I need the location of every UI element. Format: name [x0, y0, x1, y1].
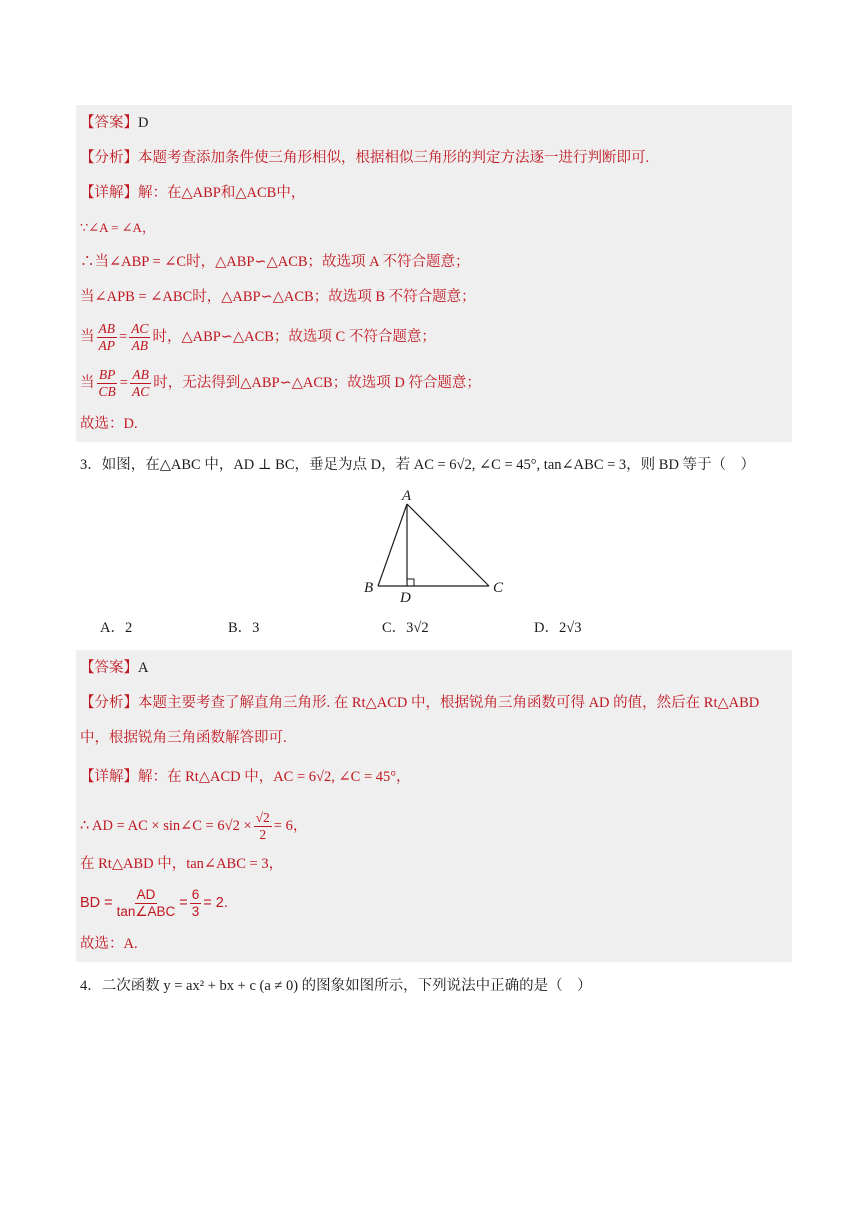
choice-c[interactable] [382, 618, 429, 638]
frac-denominator: CB [98, 384, 116, 400]
analysis-tag: 【分析】 [80, 150, 138, 166]
bd-prefix: BD = [80, 895, 113, 911]
frac-numerator: AB [132, 367, 149, 383]
option-c-suffix: 时，△ABP∽△ACB；故选项 C 不符合题意； [152, 329, 436, 345]
conclusion-line: 故选：A. [80, 936, 138, 952]
question-number: 3． [80, 457, 102, 473]
given-line: ∵∠A = ∠A， [80, 220, 155, 235]
analysis-line [80, 693, 759, 713]
analysis-text: 本题主要考查了解直角三角形. 在 Rt△ACD 中，根据锐角三角函数可得 AD 的值，然后在 Rt△ABD [138, 695, 760, 711]
frac-numerator: BP [98, 367, 116, 383]
answer-value: D [138, 115, 149, 131]
detail-line [80, 767, 411, 787]
frac-denominator: tan∠ABC [116, 903, 176, 919]
analysis-line [80, 148, 649, 168]
choice-label: B． [228, 620, 253, 636]
option-c-prefix: 当 [80, 329, 95, 345]
frac-denominator: AP [98, 338, 115, 354]
detail-tag: 【详解】 [80, 769, 138, 785]
fraction-ac-ab [129, 321, 150, 354]
answer-value: A [138, 660, 149, 676]
option-b-line: 当∠APB = ∠ABC时，△ABP∽△ACB；故选项 B 不符合题意； [80, 289, 476, 305]
frac-denominator: 2 [259, 827, 267, 843]
label-d: D [400, 590, 411, 606]
triangle-figure [356, 486, 516, 606]
frac-denominator: AC [131, 384, 150, 400]
question-text: 如图，在△ABC 中，AD ⊥ BC，垂足为点 D，若 AC = 6√2, ∠C = 45°, tan∠ABC = 3，则 BD 等于（ ） [101, 457, 756, 473]
choice-label: D． [534, 620, 559, 636]
conclusion-line: 故选：D. [80, 416, 138, 432]
choice-value: 2√3 [558, 620, 582, 636]
fraction-ab-ap [97, 321, 118, 354]
answer-line [80, 113, 148, 133]
side-ab [378, 504, 407, 586]
bd-mid: = [179, 895, 188, 911]
choice-label: C． [382, 620, 407, 636]
choice-d[interactable] [534, 618, 581, 638]
detail-tag: 【详解】 [80, 185, 138, 201]
detail-line [80, 183, 305, 203]
choice-value: 2 [124, 620, 133, 636]
frac-numerator: AB [98, 321, 115, 337]
bd-suffix: = 2. [203, 895, 228, 911]
frac-numerator: AC [131, 321, 149, 337]
label-c: C [493, 580, 504, 596]
frac-denominator: AB [131, 338, 149, 354]
option-d-suffix: 时，无法得到△ABP∽△ACB；故选项 D 符合题意； [153, 375, 481, 391]
analysis-text: 本题考查添加条件使三角形相似，根据相似三角形的判定方法逐一进行判断即可. [138, 150, 650, 166]
question-4-stem [80, 976, 592, 996]
option-d-line: 当 $\frac{BP}{CB}$ = $\frac{AB}{AC}$ 时，无法得到△ABP∽△ACB；故选项 D 符合题意； [80, 367, 481, 400]
choice-label: A． [100, 620, 125, 636]
label-b: B [364, 580, 374, 596]
rt-abd-line: 在 Rt△ABD 中，tan∠ABC = 3， [80, 856, 284, 872]
frac-numerator: 6 [191, 886, 200, 902]
ad-prefix: ∴ AD = AC × sin∠C = 6√2 × [80, 818, 252, 834]
detail-text: 解：在 Rt△ACD 中，AC = 6√2, ∠C = 45°， [138, 769, 411, 785]
label-a: A [402, 488, 412, 504]
solution-block-1 [76, 105, 792, 442]
bd-computation-line [80, 882, 228, 924]
ad-computation-line [80, 808, 307, 844]
analysis-tag: 【分析】 [80, 695, 138, 711]
fraction-sqrt2-over-2 [254, 810, 272, 843]
frac-numerator: AD [136, 886, 156, 902]
frac-numerator: √2 [255, 810, 270, 826]
option-d-prefix: 当 [80, 375, 95, 391]
fraction-ad-over-tan [115, 887, 178, 920]
answer-line [80, 658, 148, 678]
fraction-bp-cb [97, 367, 118, 400]
question-text: 二次函数 y = ax² + bx + c (a ≠ 0) 的图象如图所示，下列说法中正确的是（ ） [101, 978, 592, 994]
answer-tag: 【答案】 [80, 115, 138, 131]
choice-value: 3 [252, 620, 260, 636]
choice-a[interactable] [100, 618, 132, 638]
side-ac [407, 504, 489, 586]
frac-denominator: 3 [191, 903, 200, 919]
fraction-6-over-3 [190, 887, 202, 920]
ad-suffix: = 6， [273, 818, 308, 834]
detail-text: 解：在△ABP和△ACB中， [138, 185, 306, 201]
analysis-line-2: 中，根据锐角三角函数解答即可. [80, 730, 287, 746]
option-c-line: 当 $\frac{AB}{AP}$ = $\frac{AC}{AB}$ 时，△ABP∽△ACB；故选项 C 不符合题意； [80, 321, 436, 354]
option-a-line: ∴当∠ABP = ∠C时，△ABP∽△ACB；故选项 A 不符合题意； [80, 254, 470, 270]
choice-b[interactable] [228, 618, 259, 638]
right-angle-mark [407, 579, 414, 586]
question-number: 4． [80, 978, 102, 994]
solution-block-2 [76, 650, 792, 962]
question-3-stem [80, 455, 755, 475]
choice-value: 3√2 [406, 620, 429, 636]
answer-tag: 【答案】 [80, 660, 138, 676]
fraction-ab-ac [130, 367, 151, 400]
